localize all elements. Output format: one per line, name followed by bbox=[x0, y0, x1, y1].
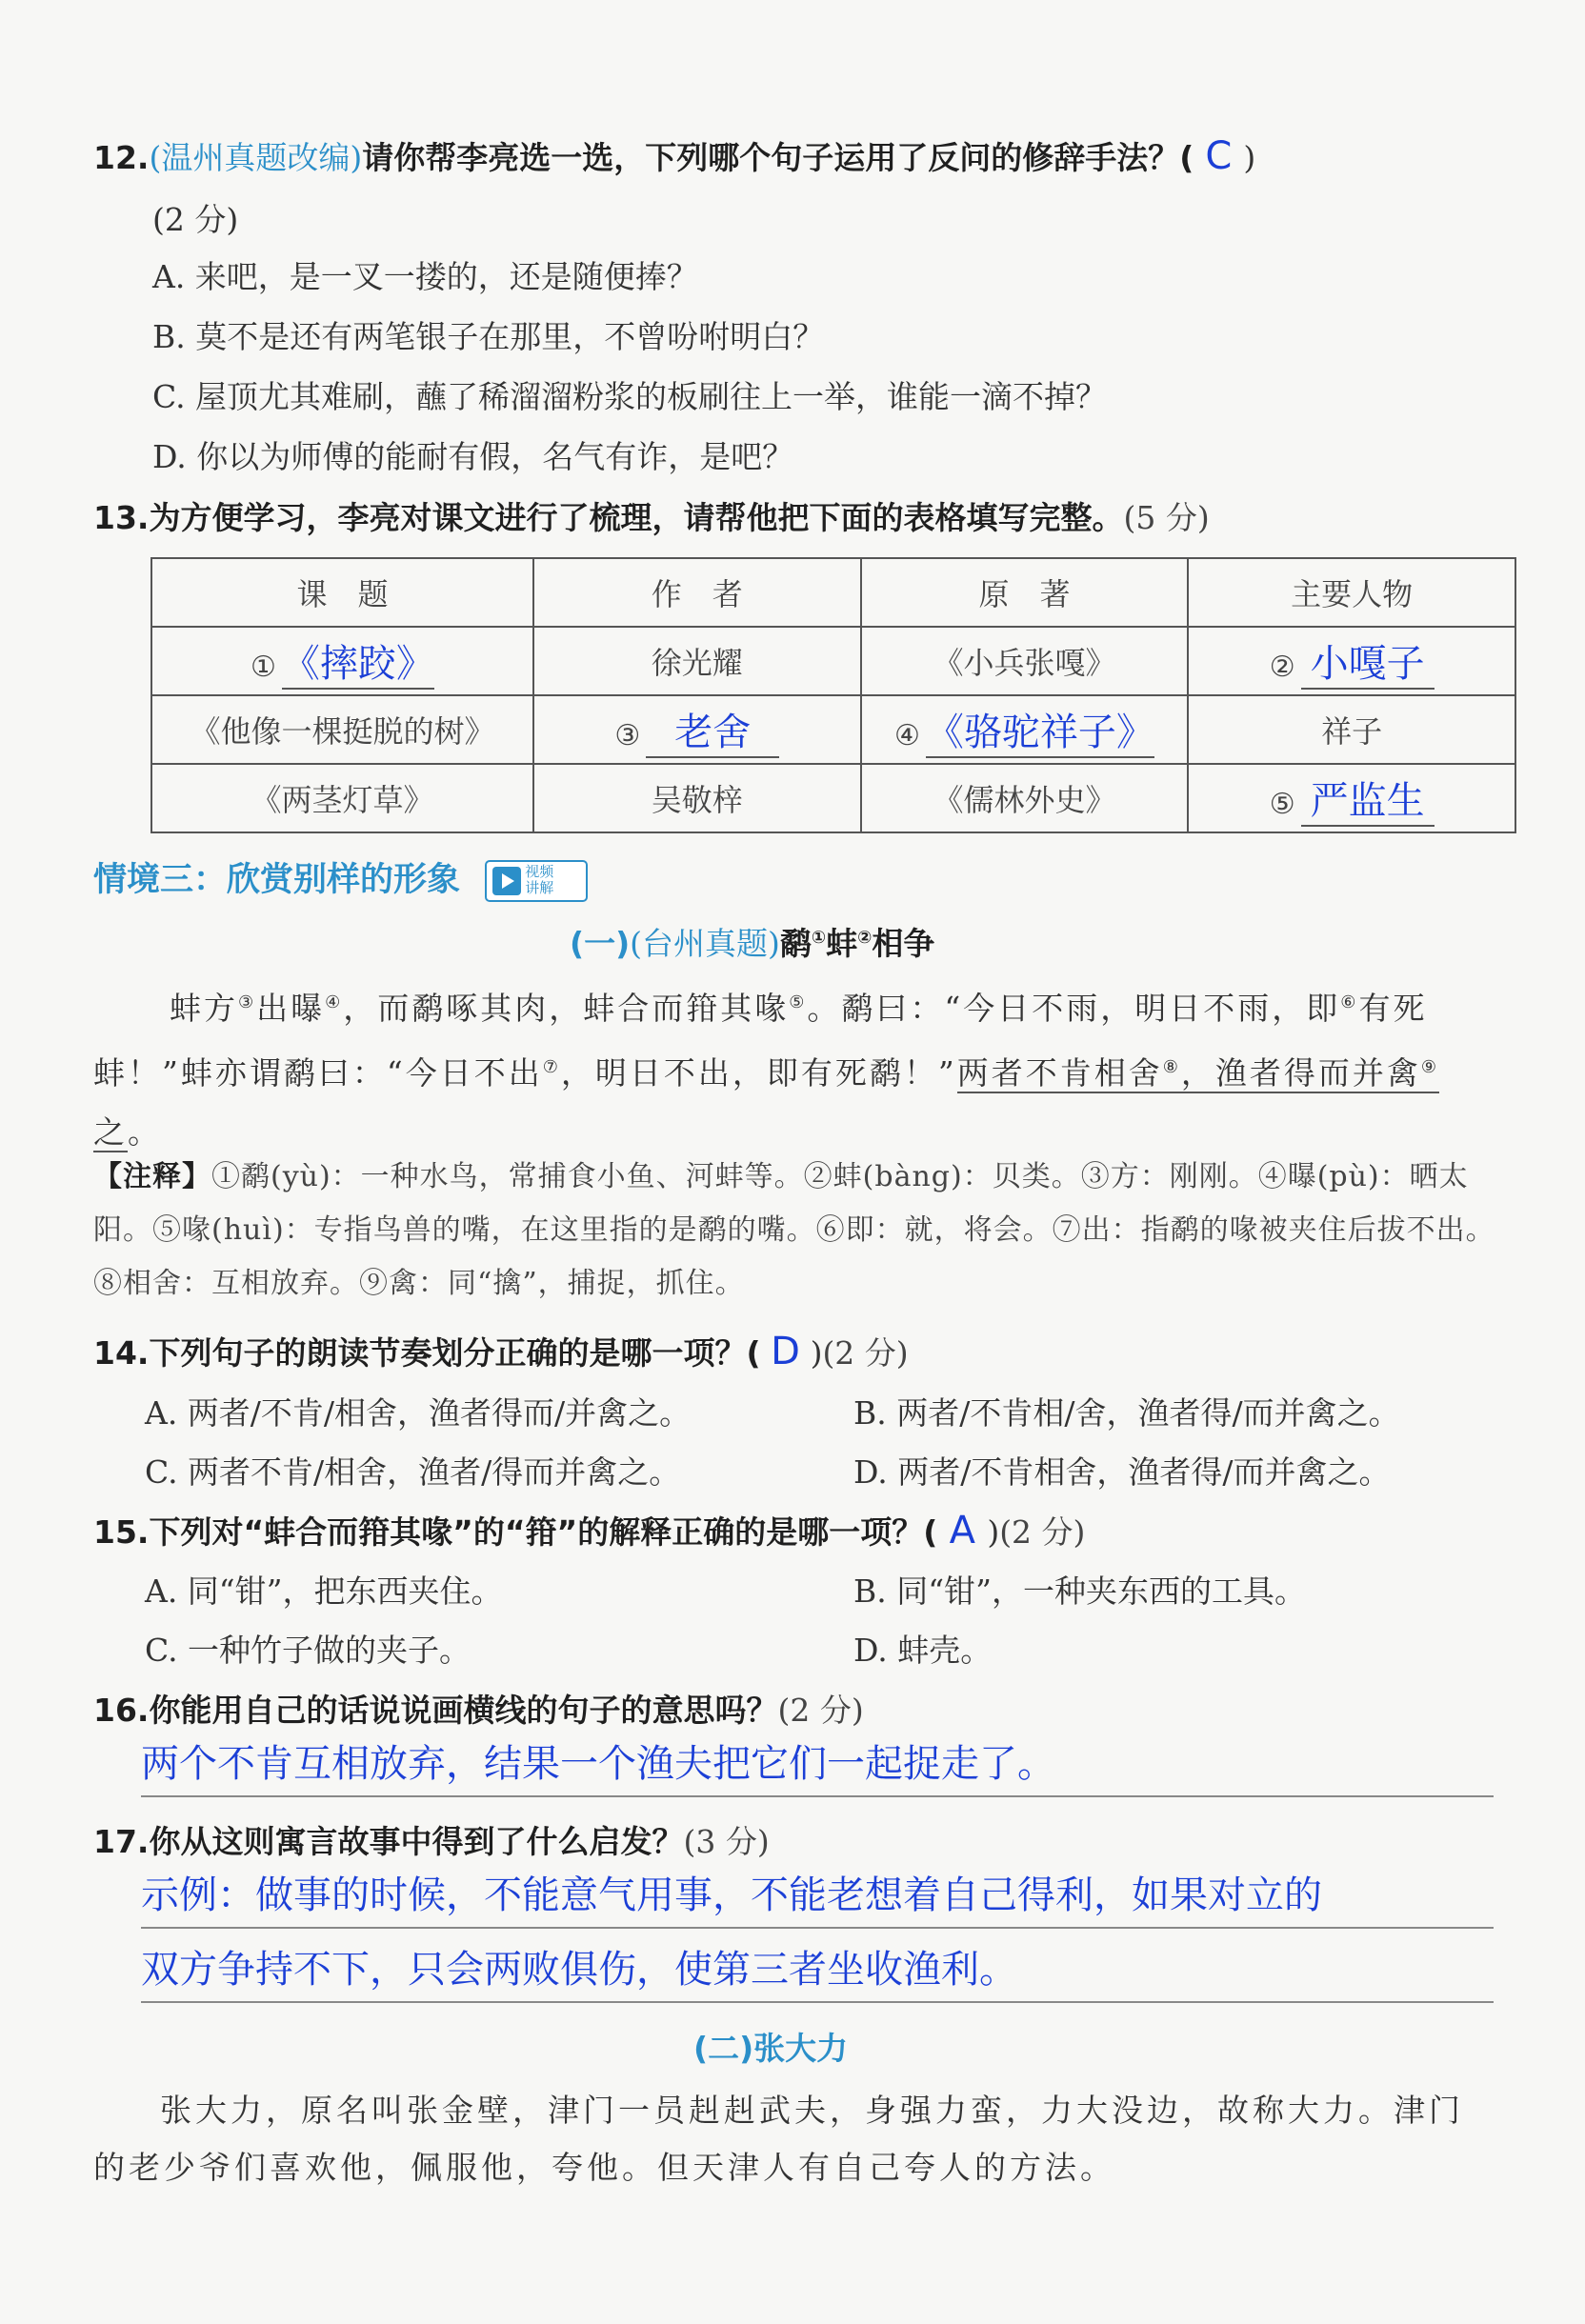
q13-text: 为方便学习，李亮对课文进行了梳理，请帮他把下面的表格填写完整。 bbox=[149, 499, 1124, 536]
q17-answer-line1: 示例：做事的时候，不能意气用事，不能老想着自己得利，如果对立的 bbox=[141, 1865, 1494, 1929]
passage-text: 。鹬曰：“今日不雨，明日不雨，即 bbox=[807, 990, 1341, 1027]
footnote-mark: ⑧ bbox=[1162, 1057, 1181, 1077]
table-header-row bbox=[151, 558, 1515, 627]
q12-close-paren: ) bbox=[1243, 139, 1256, 176]
q15-text: 下列对“蚌合而箝其喙”的“箝”的解释正确的是哪一项？( bbox=[149, 1513, 938, 1551]
table-cell: 徐光耀 bbox=[533, 627, 861, 695]
q12-option-c: C. 屋顶尤其难刷，蘸了稀溜溜粉浆的板刷往上一举，谁能一滴不掉？ bbox=[152, 378, 1108, 415]
q14-score: (2 分) bbox=[822, 1334, 909, 1372]
blank-mark: ⑤ bbox=[1269, 787, 1295, 821]
passage-text: 有死蚌！”蚌亦谓鹬曰：“今日不出 bbox=[93, 990, 1428, 1092]
q15-answer: A bbox=[949, 1509, 975, 1553]
q14-text: 下列句子的朗读节奏划分正确的是哪一项？( bbox=[149, 1334, 761, 1372]
q14-close-paren: ) bbox=[810, 1334, 823, 1372]
q17-score: (3 分) bbox=[683, 1823, 770, 1860]
video-label bbox=[525, 864, 553, 896]
passage-text: 出曝 bbox=[256, 990, 326, 1027]
q17-number: 17. bbox=[93, 1823, 150, 1860]
footnote-mark: ① bbox=[811, 928, 827, 948]
q13-number: 13. bbox=[93, 499, 150, 536]
q12-option-a: A. 来吧，是一叉一搂的，还是随便捧？ bbox=[152, 258, 698, 295]
table-cell: 《儒林外史》 bbox=[861, 764, 1189, 832]
table-cell bbox=[861, 695, 1189, 764]
passage1-title bbox=[570, 919, 934, 964]
table-cell: 祥子 bbox=[1188, 695, 1515, 764]
footnote-mark: ⑦ bbox=[542, 1057, 561, 1077]
footnote-mark: ② bbox=[857, 928, 873, 948]
passage2-line1: 张大力，原名叫张金壁，津门一员赳赳武夫，身强力蛮，力大没边，故称大力。津门 bbox=[160, 2092, 1464, 2129]
q12-option-b: B. 莫不是还有两笔银子在那里，不曾吩咐明白？ bbox=[152, 318, 825, 355]
q15-close-paren: ) bbox=[987, 1513, 1000, 1551]
passage1-title-part: 蚌 bbox=[826, 925, 858, 962]
q12-stem bbox=[93, 133, 1255, 178]
q16-number: 16. bbox=[93, 1692, 150, 1729]
passage1-notes bbox=[93, 1151, 1513, 1311]
q14-answer: D bbox=[771, 1330, 800, 1373]
section-title bbox=[93, 853, 588, 902]
q15-number: 15. bbox=[93, 1513, 150, 1551]
q17-answer-line2: 双方争持不下，只会两败俱伤，使第三者坐收渔利。 bbox=[141, 1939, 1494, 2003]
video-lesson-button[interactable] bbox=[485, 860, 588, 902]
q13-stem bbox=[93, 493, 1210, 538]
q15-stem bbox=[93, 1508, 1085, 1553]
q17-text: 你从这则寓言故事中得到了什么启发？ bbox=[149, 1823, 684, 1860]
q15-option-c: C. 一种竹子做的夹子。 bbox=[145, 1632, 471, 1669]
blank-mark: ④ bbox=[894, 718, 920, 752]
q12-score: (2 分) bbox=[152, 201, 239, 238]
passage-text: 之 bbox=[93, 1113, 128, 1151]
q16-text: 你能用自己的话说说画横线的句子的意思吗？ bbox=[149, 1692, 778, 1729]
video-label-line1: 视频 bbox=[525, 863, 554, 880]
q14-stem bbox=[93, 1329, 909, 1373]
table-header: 课 题 bbox=[151, 558, 533, 627]
passage1-body bbox=[93, 973, 1503, 1162]
q13-score: (5 分) bbox=[1123, 499, 1210, 536]
table-cell bbox=[151, 627, 533, 695]
passage1-title-part: 鹬 bbox=[779, 925, 812, 962]
q15-option-a: A. 同“钳”，把东西夹住。 bbox=[145, 1573, 503, 1610]
table-cell bbox=[1188, 627, 1515, 695]
handwritten-answer: 小嘎子 bbox=[1310, 641, 1425, 686]
table-cell: 《他像一棵挺脱的树》 bbox=[151, 695, 533, 764]
q12-number: 12. bbox=[93, 139, 150, 176]
q15-score: (2 分) bbox=[999, 1513, 1086, 1551]
q15-option-d: D. 蚌壳。 bbox=[853, 1632, 993, 1669]
passage-text: ，而鹬啄其肉，蚌合而箝其喙 bbox=[343, 990, 790, 1027]
q14-option-c: C. 两者不肯/相舍，渔者/得而并禽之。 bbox=[145, 1453, 681, 1491]
blank-mark: ② bbox=[1269, 650, 1295, 684]
q15-option-b: B. 同“钳”，一种夹东西的工具。 bbox=[853, 1573, 1306, 1610]
passage-text: 。 bbox=[128, 1113, 162, 1151]
passage-text: ，渔者得而并禽 bbox=[1180, 1054, 1421, 1092]
q12-source-tag: (温州真题改编) bbox=[149, 139, 363, 176]
footnote-mark: ④ bbox=[325, 992, 344, 1012]
footnote-mark: ⑨ bbox=[1420, 1057, 1440, 1077]
passage2-title: (二)张大力 bbox=[693, 2030, 849, 2067]
passage1-source-tag: (台州真题) bbox=[630, 925, 780, 962]
note-label: 【注释】 bbox=[93, 1160, 211, 1193]
table-row bbox=[151, 627, 1515, 695]
footnote-mark: ③ bbox=[238, 992, 257, 1012]
q16-stem bbox=[93, 1686, 864, 1731]
q17-stem bbox=[93, 1817, 770, 1862]
table-cell: 《小兵张嘎》 bbox=[861, 627, 1189, 695]
blank-mark: ① bbox=[251, 650, 276, 684]
q12-text: 请你帮李亮选一选，下列哪个句子运用了反问的修辞手法？( bbox=[362, 139, 1194, 176]
q14-option-b: B. 两者/不肯相/舍，渔者得/而并禽之。 bbox=[853, 1394, 1400, 1432]
table-cell: 《两茎灯草》 bbox=[151, 764, 533, 832]
passage1-title-part: 相争 bbox=[872, 925, 935, 962]
q13-table bbox=[150, 557, 1516, 833]
q12-option-d: D. 你以为师傅的能耐有假，名气有诈，是吧？ bbox=[152, 438, 794, 475]
footnote-mark: ⑤ bbox=[789, 992, 808, 1012]
q14-number: 14. bbox=[93, 1334, 150, 1372]
table-cell: 吴敬梓 bbox=[533, 764, 861, 832]
q14-option-a: A. 两者/不肯/相舍，渔者得而/并禽之。 bbox=[145, 1394, 692, 1432]
blank-mark: ③ bbox=[614, 718, 641, 752]
note-text: ①鹬(yù)：一种水鸟，常捕食小鱼、河蚌等。②蚌(bàng)：贝类。③方：刚刚。④曝(pù)：晒太阳。⑤喙(huì)：专指鸟兽的嘴，在这里指的是鹬的嘴。⑥即：就，将会。⑦出：指鹬的喙被夹住后拔不出。⑧相舍：互相放弃。⑨禽：同“擒”，捕捉，抓住。 bbox=[93, 1160, 1495, 1300]
table-header: 主要人物 bbox=[1188, 558, 1515, 627]
table-cell bbox=[533, 695, 861, 764]
passage1-prefix: (一) bbox=[570, 925, 631, 962]
video-label-line2: 讲解 bbox=[525, 879, 554, 896]
table-row bbox=[151, 764, 1515, 832]
handwritten-answer: 《骆驼祥子》 bbox=[925, 710, 1154, 754]
table-cell bbox=[1188, 764, 1515, 832]
play-icon bbox=[492, 867, 521, 895]
section-title-text: 情境三：欣赏别样的形象 bbox=[93, 861, 461, 899]
handwritten-answer: 严监生 bbox=[1310, 778, 1425, 823]
table-header: 作 者 bbox=[533, 558, 861, 627]
table-row bbox=[151, 695, 1515, 764]
passage-text: 两者不肯相舍 bbox=[956, 1054, 1163, 1092]
table-header: 原 著 bbox=[861, 558, 1189, 627]
passage2-line2: 的老少爷们喜欢他，佩服他，夸他。但天津人有自己夸人的方法。 bbox=[93, 2149, 1115, 2186]
passage-text: ，明日不出，即有死鹬！” bbox=[560, 1054, 957, 1092]
q16-score: (2 分) bbox=[777, 1692, 864, 1729]
q16-answer: 两个不肯互相放弃，结果一个渔夫把它们一起捉走了。 bbox=[141, 1733, 1494, 1797]
q12-answer: C bbox=[1205, 134, 1233, 178]
handwritten-answer: 《摔跤》 bbox=[281, 641, 434, 686]
handwritten-answer: 老舍 bbox=[674, 710, 752, 754]
passage-text: 蚌方 bbox=[170, 990, 238, 1027]
footnote-mark: ⑥ bbox=[1340, 992, 1359, 1012]
q14-option-d: D. 两者/不肯相舍，渔者得/而并禽之。 bbox=[853, 1453, 1391, 1491]
